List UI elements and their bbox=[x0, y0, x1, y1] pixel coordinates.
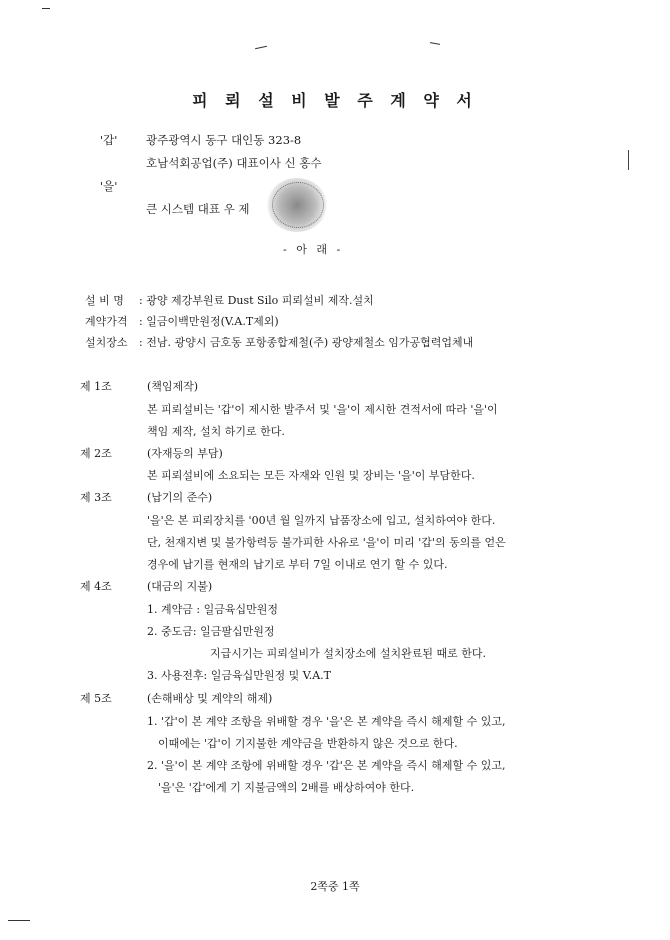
article-body-line: 1. '갑'이 본 계약 조항을 위배할 경우 '을'은 본 계약을 즉시 해제할 수 있고, bbox=[147, 715, 506, 728]
article-heading: (자재등의 부담) bbox=[147, 447, 223, 460]
article-body-line: '을'은 본 피뢰장치를 '00년 월 일까지 납품장소에 입고, 설치하여야 한다. bbox=[147, 514, 496, 527]
payment-item: 1. 계약금 : 일금육십만원정 bbox=[147, 603, 278, 616]
article-body-line: 책임 제작, 설치 하기로 한다. bbox=[147, 425, 285, 438]
article-number: 제 1조 bbox=[80, 380, 112, 393]
article-heading: (손해배상 및 계약의 해제) bbox=[147, 692, 273, 705]
document-title: 피 뢰 설 비 발 주 계 약 서 bbox=[192, 91, 478, 110]
eul-company: 큰 시스템 대표 우 제 bbox=[146, 202, 250, 216]
article-body-line: 2. '을'이 본 계약 조항에 위배할 경우 '갑'은 본 계약을 즉시 해제할 수 있고, bbox=[147, 759, 506, 772]
article-body-line: 본 피뢰설비에 소요되는 모든 자재와 인원 및 장비는 '을'이 부담한다. bbox=[147, 469, 475, 482]
field-value-location: : 전남. 광양시 금호동 포항종합제철(주) 광양제철소 임가공협력업체내 bbox=[139, 336, 474, 349]
scan-mark bbox=[255, 46, 267, 49]
article-number: 제 4조 bbox=[80, 580, 112, 593]
scan-mark bbox=[8, 920, 30, 921]
gap-label: '갑' bbox=[100, 133, 118, 147]
field-label-equipment: 설 비 명 bbox=[85, 294, 124, 307]
article-body-line: 경우에 납기를 현재의 납기로 부터 7일 이내로 연기 할 수 있다. bbox=[147, 558, 448, 571]
eul-label: '을' bbox=[100, 179, 118, 193]
article-number: 제 3조 bbox=[80, 491, 112, 504]
article-number: 제 2조 bbox=[80, 447, 112, 460]
page-footer: 2쪽중 1쪽 bbox=[310, 880, 360, 893]
gap-address: 광주광역시 동구 대인동 323-8 bbox=[146, 133, 302, 147]
article-body-line: 이때에는 '갑'이 기지불한 계약금을 반환하지 않은 것으로 한다. bbox=[158, 737, 458, 750]
article-heading: (책임제작) bbox=[147, 380, 199, 393]
payment-note: 지급시기는 피뢰설비가 설치장소에 설치완료된 때로 한다. bbox=[210, 647, 487, 660]
article-body-line: 단, 천재지변 및 불가항력등 불가피한 사유로 '을'이 미리 '갑'의 동의를 얻은 bbox=[147, 536, 506, 549]
scan-mark bbox=[628, 150, 629, 170]
article-body-line: 본 피뢰설비는 '갑'이 제시한 발주서 및 '을'이 제시한 견적서에 따라 '을'이 bbox=[147, 403, 498, 416]
article-heading: (납기의 준수) bbox=[147, 491, 213, 504]
ara-heading: - 아 래 - bbox=[283, 243, 344, 256]
article-heading: (대금의 지불) bbox=[147, 580, 213, 593]
gap-company: 호남석회공업(주) 대표이사 신 홍수 bbox=[146, 156, 322, 170]
payment-item: 3. 사용전후: 일금육십만원정 및 V.A.T bbox=[147, 669, 331, 682]
article-number: 제 5조 bbox=[80, 692, 112, 705]
field-label-location: 설치장소 bbox=[85, 336, 128, 349]
field-value-price: : 일금이백만원정(V.A.T제외) bbox=[139, 315, 279, 328]
field-value-equipment: : 광양 제강부원료 Dust Silo 피뢰설비 제작.설치 bbox=[139, 294, 374, 307]
scan-mark bbox=[430, 42, 440, 45]
scan-mark bbox=[42, 8, 50, 9]
company-seal-ring bbox=[272, 182, 324, 228]
article-body-line: '을'은 '갑'에게 기 지불금액의 2배를 배상하여야 한다. bbox=[158, 781, 415, 794]
payment-item: 2. 중도금: 일금팔십만원정 bbox=[147, 625, 275, 638]
field-label-price: 계약가격 bbox=[85, 315, 128, 328]
